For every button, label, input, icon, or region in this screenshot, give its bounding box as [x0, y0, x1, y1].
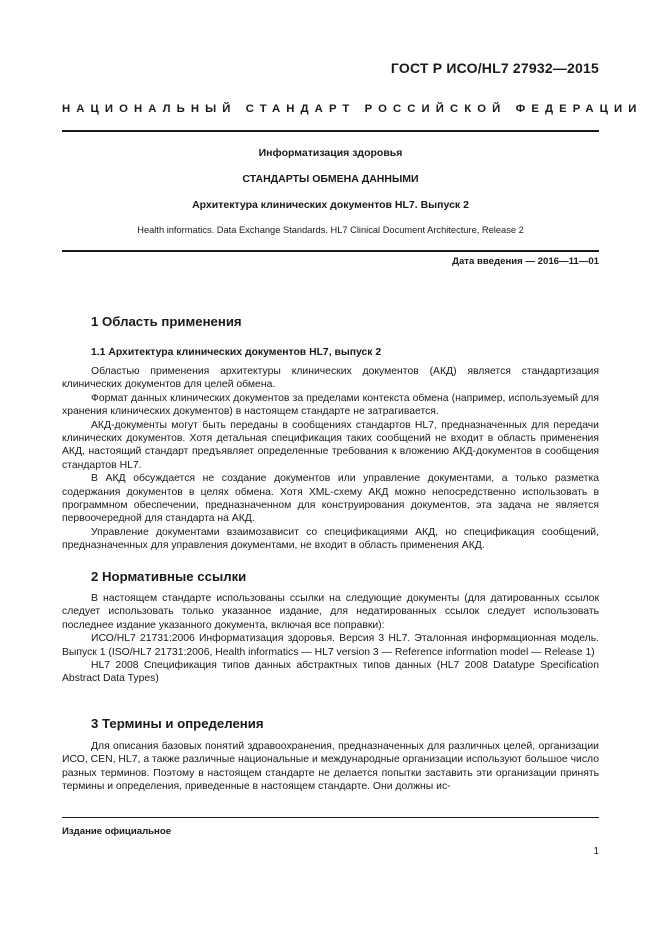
- title-sub: Архитектура клинических документов HL7. Выпуск 2: [192, 199, 469, 211]
- title-rule: [62, 250, 599, 252]
- title-main: СТАНДАРТЫ ОБМЕНА ДАННЫМИ: [242, 173, 419, 185]
- section-1-body: [62, 365, 599, 553]
- paragraph: Формат данных клинических документов за пределами контекста обмена (например, используемый для хранения клинических документов) в настоящем стандарте не затрагивается.: [62, 392, 599, 418]
- section-1-heading: 1 Область применения: [91, 314, 242, 329]
- paragraph: ИСО/HL7 21731:2006 Информатизация здоровья. Версия 3 HL7. Эталонная информационная модель. Выпуск 1 (ISO/HL7 21731:2006, Health informatics — HL7 version 3 — Reference information model — Release 1): [62, 633, 599, 658]
- section-3-body: [62, 740, 599, 794]
- paragraph: Областью применения архитектуры клинических документов (АКД) является стандартизация клинических документов для целей обмена.: [62, 366, 599, 391]
- footer-rule: [62, 817, 599, 818]
- title-topic: Информатизация здоровья: [258, 147, 403, 159]
- section-2-body: [62, 592, 599, 686]
- national-standard-banner: НАЦИОНАЛЬНЫЙ СТАНДАРТ РОССИЙСКОЙ ФЕДЕРАЦИИ: [62, 103, 643, 115]
- paragraph: Управление документами взаимозависит со спецификациями АКД, но спецификация сообщений, предназначенных для управления документами, не входит в область применения АКД.: [62, 526, 599, 552]
- section-1-1-heading: 1.1 Архитектура клинических документов HL7, выпуск 2: [91, 347, 382, 358]
- official-edition-label: Издание официальное: [62, 826, 172, 837]
- date-of-introduction: Дата введения — 2016—11—01: [452, 256, 599, 267]
- paragraph: Для описания базовых понятий здравоохранения, предназначенных для различных целей, организации ИСО, CEN, HL7, а также различные национальные и международные организации используют большое число разных терминов. Поэтому в настоящем стандарте не делается попытки заставить эти организации принять термины и определения, приведенные в настоящем стандарте. Они должны ис-: [62, 741, 599, 793]
- section-2-heading: 2 Нормативные ссылки: [91, 569, 247, 584]
- section-3-heading: 3 Термины и определения: [91, 716, 264, 731]
- title-english: Health informatics. Data Exchange Standards. HL7 Clinical Document Architecture, Release 2: [137, 225, 524, 235]
- header-rule: [62, 130, 599, 132]
- page-number: 1: [593, 846, 599, 857]
- paragraph: АКД-документы могут быть переданы в сообщениях стандартов HL7, предназначенных для передачи клинических документов. Хотя детальная спецификация таких сообщений не входит в область применения АКД, настоящий стандарт предъявляет определенные требования к вложению АКД-документов в сообщения стандартов HL7.: [62, 419, 599, 471]
- document-code: ГОСТ Р ИСО/HL7 27932—2015: [390, 60, 599, 76]
- paragraph: В АКД обсуждается не создание документов или управление документами, а только разметка содержания документов в целях обмена. Хотя XML-схему АКД можно непосредственно использовать в программном обеспечении, предназначенном для конструирования документов, эта задача не является первоочередной для стандарта на АКД.: [62, 473, 599, 525]
- paragraph: В настоящем стандарте использованы ссылки на следующие документы (для датированных ссылок следует использовать только указанное издание, для недатированных ссылок следует использовать последнее издание указанного документа, включая все поправки):: [62, 593, 599, 631]
- paragraph: HL7 2008 Спецификация типов данных абстрактных типов данных (HL7 2008 Datatype Specification Abstract Data Types): [62, 660, 599, 685]
